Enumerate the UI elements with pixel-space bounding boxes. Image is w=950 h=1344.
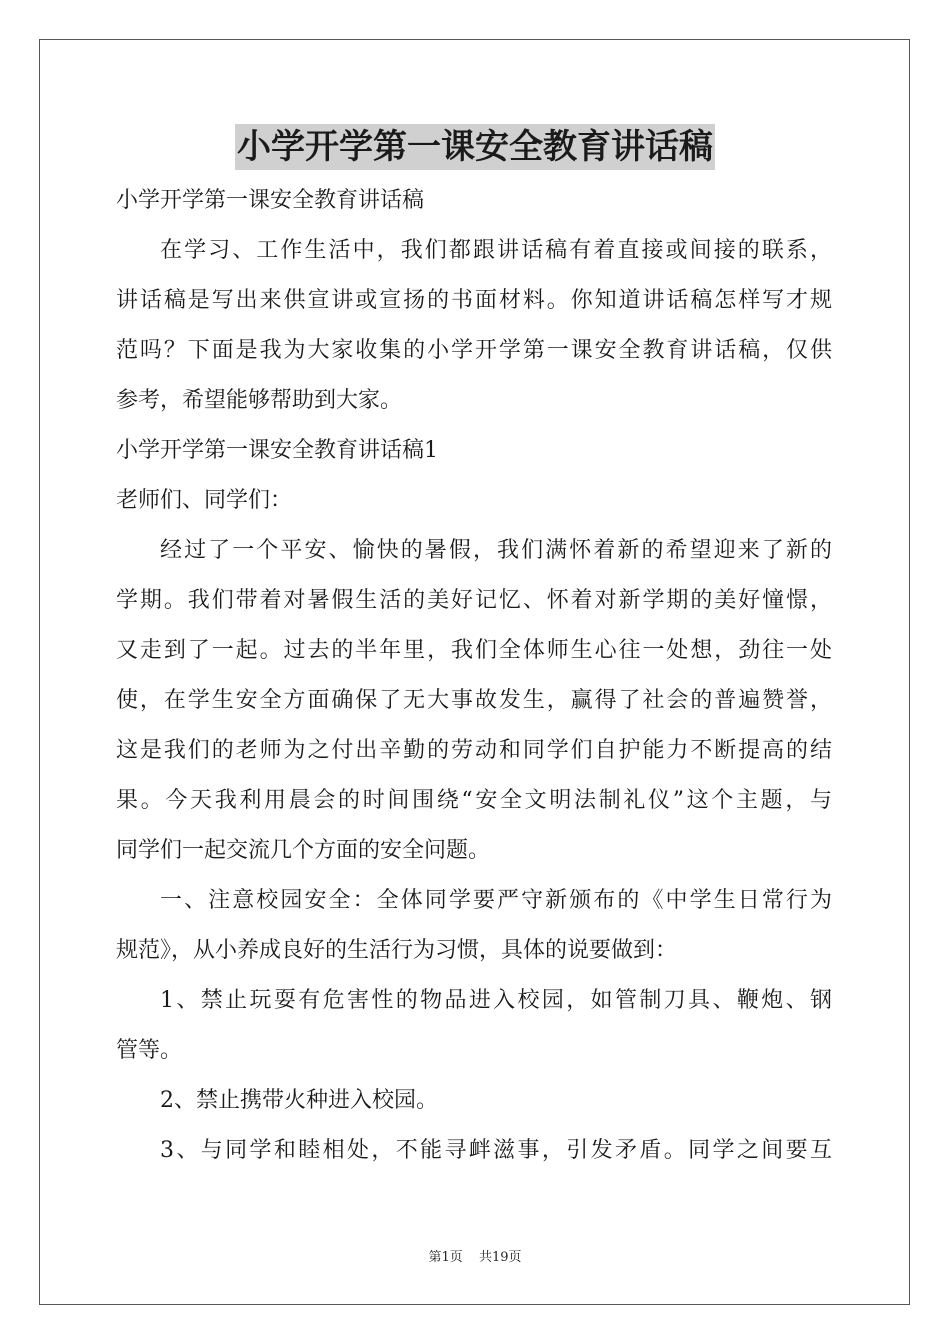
text-line: 一、注意校园安全：全体同学要严守新颁布的《中学生日常行为 bbox=[160, 888, 832, 913]
text-line: 小学开学第一课安全教育讲话稿1 bbox=[116, 438, 438, 463]
text-line: 参考，希望能够帮助到大家。 bbox=[116, 388, 403, 413]
text-line: 果。今天我利用晨会的时间围绕“安全文明法制礼仪”这个主题，与 bbox=[116, 788, 832, 813]
text-line: 范吗？下面是我为大家收集的小学开学第一课安全教育讲话稿，仅供 bbox=[116, 338, 832, 363]
text-line: 使，在学生安全方面确保了无大事故发生，赢得了社会的普遍赞誉， bbox=[116, 688, 832, 713]
text-line: 讲话稿是写出来供宣讲或宣扬的书面材料。你知道讲话稿怎样写才规 bbox=[116, 288, 832, 313]
text-line: 在学习、工作生活中，我们都跟讲话稿有着直接或间接的联系， bbox=[160, 238, 832, 263]
text-line: 管等。 bbox=[116, 1038, 183, 1063]
text-line: 老师们、同学们： bbox=[116, 488, 293, 513]
text-line: 1、禁止玩耍有危害性的物品进入校园，如管制刀具、鞭炮、钢 bbox=[160, 988, 832, 1013]
text-line: 规范》，从小养成良好的生活行为习惯，具体的说要做到： bbox=[116, 938, 678, 963]
title-container bbox=[0, 124, 950, 170]
text-line: 3、与同学和睦相处，不能寻衅滋事，引发矛盾。同学之间要互 bbox=[160, 1138, 832, 1163]
text-line: 同学们一起交流几个方面的安全问题。 bbox=[116, 838, 491, 863]
text-line: 小学开学第一课安全教育讲话稿 bbox=[116, 188, 425, 213]
document-body bbox=[116, 176, 832, 1176]
page-number: 第1页 bbox=[428, 1250, 463, 1265]
page-total: 共19页 bbox=[478, 1250, 522, 1265]
page-footer bbox=[0, 1246, 950, 1265]
text-line: 经过了一个平安、愉快的暑假，我们满怀着新的希望迎来了新的 bbox=[160, 538, 832, 563]
text-line: 又走到了一起。过去的半年里，我们全体师生心往一处想，劲往一处 bbox=[116, 638, 832, 663]
text-line: 学期。我们带着对暑假生活的美好记忆、怀着对新学期的美好憧憬， bbox=[116, 588, 832, 613]
document-title: 小学开学第一课安全教育讲话稿 bbox=[235, 124, 715, 170]
text-line: 这是我们的老师为之付出辛勤的劳动和同学们自护能力不断提高的结 bbox=[116, 738, 832, 763]
text-line: 2、禁止携带火种进入校园。 bbox=[160, 1088, 438, 1113]
